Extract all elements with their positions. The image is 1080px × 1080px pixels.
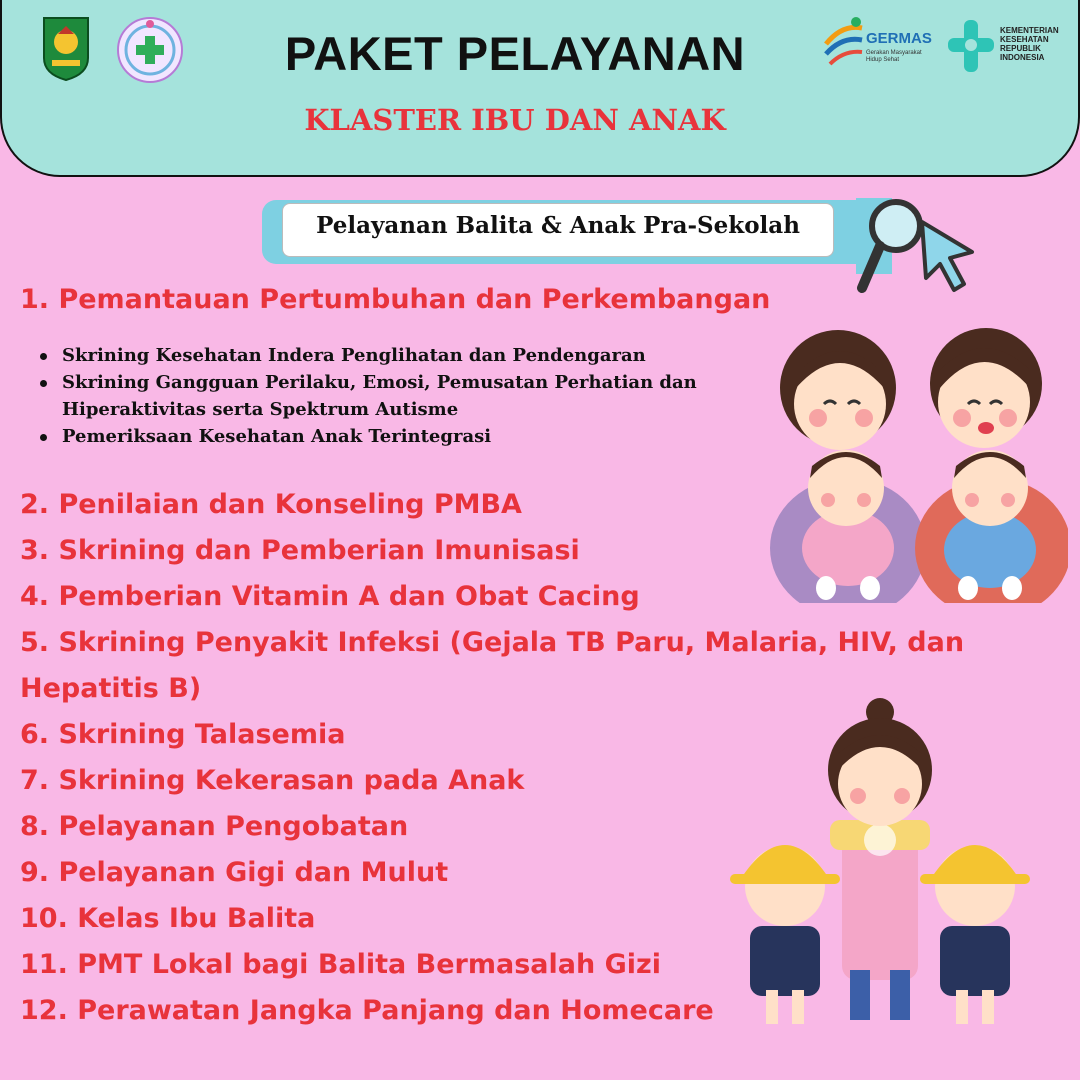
page-subtitle: KLASTER IBU DAN ANAK: [304, 103, 726, 137]
germas-tagline: Gerakan Masyarakat Hidup Sehat: [866, 50, 922, 63]
list-item: 12. Perawatan Jangka Panjang dan Homecare: [20, 995, 714, 1026]
list-item: 11. PMT Lokal bagi Balita Bermasalah Gizi: [20, 949, 661, 980]
list-item: 1. Pemantauan Pertumbuhan dan Perkembangan: [20, 284, 771, 315]
magnifier-cursor-icon: [852, 192, 982, 302]
regional-emblem-icon: [40, 14, 92, 82]
sub-list-item: Pemeriksaan Kesehatan Anak Terintegrasi: [36, 423, 756, 450]
sub-list: [36, 342, 756, 450]
germas-name: GERMAS: [866, 30, 932, 47]
list-item: 3. Skrining dan Pemberian Imunisasi: [20, 535, 580, 566]
list-item: 9. Pelayanan Gigi dan Mulut: [20, 857, 449, 888]
list-item: 10. Kelas Ibu Balita: [20, 903, 316, 934]
mothers-holding-babies-illustration: [768, 318, 1068, 603]
kemkes-logo-icon: [946, 18, 996, 74]
list-item: 4. Pemberian Vitamin A dan Obat Cacing: [20, 581, 640, 612]
section-label: Pelayanan Balita & Anak Pra-Sekolah: [316, 212, 800, 239]
list-item: 6. Skrining Talasemia: [20, 719, 346, 750]
sub-list-item: Skrining Kesehatan Indera Penglihatan dan Pendengaran: [36, 342, 756, 369]
sub-list-item: Skrining Gangguan Perilaku, Emosi, Pemusatan Perhatian dan Hiperaktivitas serta Spektrum Autisme: [36, 369, 756, 423]
list-item: 8. Pelayanan Pengobatan: [20, 811, 409, 842]
health-center-logo-icon: [114, 14, 186, 86]
page-title: PAKET PELAYANAN: [284, 27, 746, 80]
list-item: 2. Penilaian dan Konseling PMBA: [20, 489, 522, 520]
list-item: 5. Skrining Penyakit Infeksi (Gejala TB Paru, Malaria, HIV, dan: [20, 627, 965, 658]
teacher-with-kids-illustration: [730, 690, 1030, 1030]
kemkes-name: KEMENTERIAN KESEHATAN REPUBLIK INDONESIA: [1000, 26, 1059, 62]
list-item-continued: Hepatitis B): [20, 673, 202, 704]
list-item: 7. Skrining Kekerasan pada Anak: [20, 765, 525, 796]
